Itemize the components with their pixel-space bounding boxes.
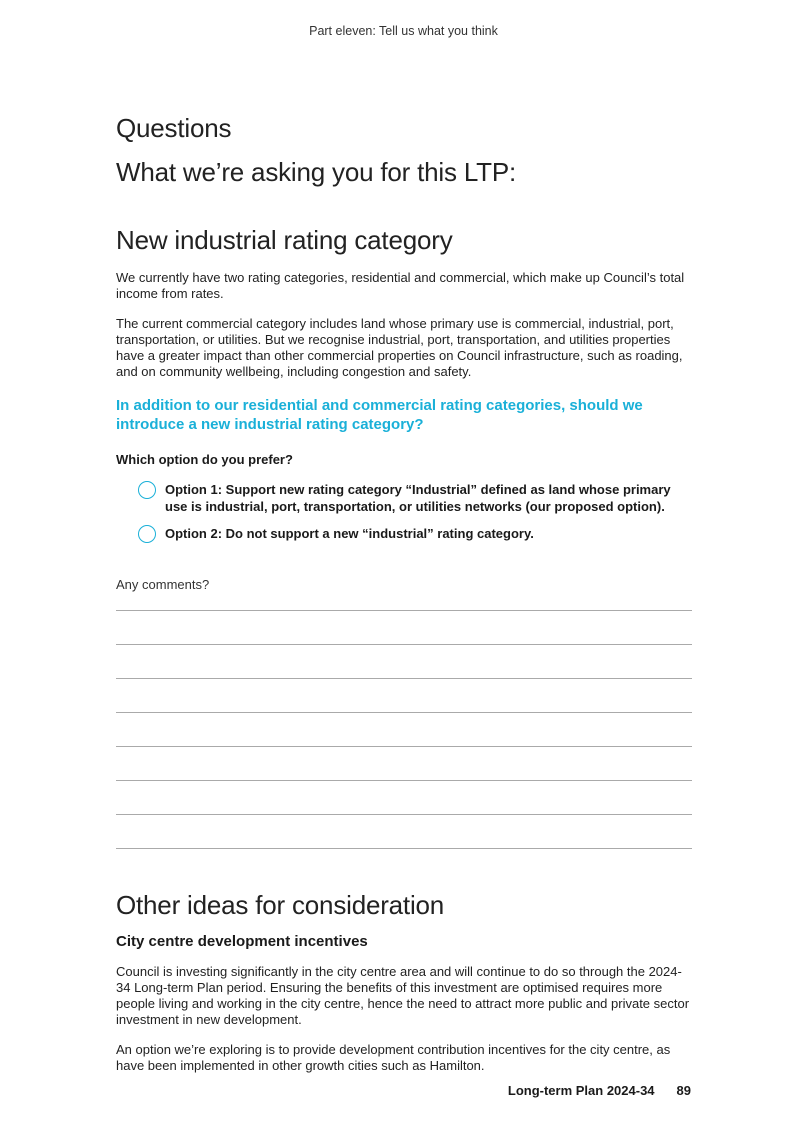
option-group <box>138 481 692 543</box>
comment-line[interactable] <box>116 679 692 713</box>
running-header: Part eleven: Tell us what you think <box>309 24 498 38</box>
option-1[interactable] <box>138 481 692 515</box>
comment-line[interactable] <box>116 815 692 849</box>
page-content <box>116 112 692 1074</box>
comment-line[interactable] <box>116 611 692 645</box>
option-prompt: Which option do you prefer? <box>116 452 293 467</box>
comment-line[interactable] <box>116 781 692 815</box>
paragraph-rating-categories: We currently have two rating categories, residential and commercial, which make up Council’s total income from rates. <box>116 270 685 301</box>
option-1-label: Option 1: Support new rating category “Industrial” defined as land whose primary use is industrial, port, transportation, or utilities networks (our proposed option). <box>165 482 671 514</box>
comments-lines[interactable] <box>116 602 692 849</box>
heading-asking: What we’re asking you for this LTP: <box>116 157 517 187</box>
comment-line[interactable] <box>116 747 692 781</box>
option-1-radio[interactable] <box>138 481 156 499</box>
comment-line[interactable] <box>116 602 692 611</box>
paragraph-city-centre-investment: Council is investing significantly in the city centre area and will continue to do so through the 2024-34 Long-term Plan period. Ensuring the benefits of this investment are optimised requires more people living and working in the city centre, hence the need to attract more public and private sector investment in new development. <box>116 964 690 1027</box>
option-2-radio[interactable] <box>138 525 156 543</box>
option-2[interactable] <box>138 525 692 543</box>
page-footer <box>0 1083 691 1098</box>
comment-line[interactable] <box>116 645 692 679</box>
footer-doc-title: Long-term Plan 2024-34 <box>507 1083 655 1098</box>
heading-other-ideas: Other ideas for consideration <box>116 890 445 920</box>
comment-line[interactable] <box>116 713 692 747</box>
comments-label: Any comments? <box>116 577 210 592</box>
subheading-city-centre: City centre development incentives <box>116 933 368 950</box>
question-text: In addition to our residential and commercial rating categories, should we introduce a new industrial rating category? <box>116 397 643 433</box>
paragraph-development-incentives: An option we’re exploring is to provide development contribution incentives for the city centre, as have been implemented in other growth cities such as Hamilton. <box>116 1042 671 1073</box>
heading-questions: Questions <box>116 113 232 143</box>
page-number: 89 <box>676 1083 691 1098</box>
paragraph-commercial-category: The current commercial category includes land whose primary use is commercial, industrial, port, transportation, or utilities. But we recognise industrial, port, transportation, and utilities properties have a greater impact than other commercial properties on Council infrastructure, such as roading, and on community wellbeing, including congestion and safety. <box>116 316 683 379</box>
option-2-label: Option 2: Do not support a new “industrial” rating category. <box>165 526 534 541</box>
section-title: New industrial rating category <box>116 225 453 255</box>
